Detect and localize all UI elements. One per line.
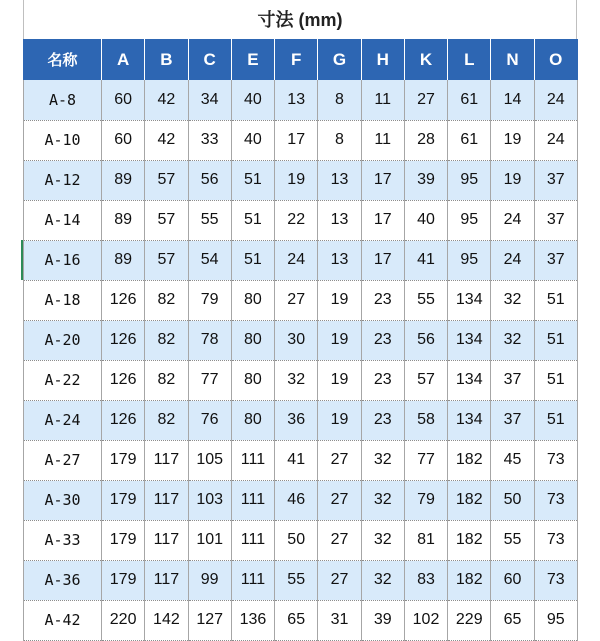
dimension-cell: 51 [231, 200, 274, 240]
model-name-cell: A-14 [24, 200, 102, 240]
dimension-cell: 134 [448, 280, 491, 320]
dimension-cell: 24 [275, 240, 318, 280]
dimension-cell: 80 [231, 400, 274, 440]
dimension-cell: 40 [231, 80, 274, 120]
dimension-cell: 57 [404, 360, 447, 400]
dimension-cell: 56 [404, 320, 447, 360]
dimension-cell: 24 [534, 80, 577, 120]
dimension-cell: 13 [275, 80, 318, 120]
dimension-cell: 82 [145, 360, 188, 400]
dimension-cell: 19 [318, 320, 361, 360]
dimension-cell: 111 [231, 560, 274, 600]
dimension-cell: 81 [404, 520, 447, 560]
dimension-cell: 19 [491, 160, 534, 200]
dimension-cell: 32 [491, 320, 534, 360]
table-row [24, 320, 578, 360]
dimension-cell: 142 [145, 600, 188, 640]
dimension-cell: 57 [145, 160, 188, 200]
dimension-cell: 105 [188, 440, 231, 480]
dimension-cell: 76 [188, 400, 231, 440]
table-row [24, 120, 578, 160]
column-header-e: E [231, 39, 274, 80]
column-header-o: O [534, 39, 577, 80]
dimension-cell: 24 [491, 200, 534, 240]
dimension-cell: 13 [318, 160, 361, 200]
dimension-cell: 79 [188, 280, 231, 320]
dimension-cell: 22 [275, 200, 318, 240]
dimension-cell: 19 [318, 280, 361, 320]
dimension-cell: 78 [188, 320, 231, 360]
model-name-cell: A-10 [24, 120, 102, 160]
dimension-cell: 82 [145, 280, 188, 320]
dimension-cell: 23 [361, 360, 404, 400]
column-header-a: A [102, 39, 145, 80]
dimension-cell: 99 [188, 560, 231, 600]
dimension-cell: 27 [318, 520, 361, 560]
model-name-cell: A-18 [24, 280, 102, 320]
dimension-cell: 27 [275, 280, 318, 320]
dimension-cell: 37 [534, 240, 577, 280]
model-name-cell: A-12 [24, 160, 102, 200]
dimension-cell: 50 [275, 520, 318, 560]
model-name-cell: A-20 [24, 320, 102, 360]
table-row [24, 200, 578, 240]
dimension-cell: 8 [318, 80, 361, 120]
dimension-cell: 77 [188, 360, 231, 400]
dimension-cell: 32 [275, 360, 318, 400]
dimension-cell: 111 [231, 480, 274, 520]
dimension-cell: 45 [491, 440, 534, 480]
dimension-cell: 55 [275, 560, 318, 600]
dimension-cell: 23 [361, 400, 404, 440]
dimension-cell: 37 [534, 160, 577, 200]
dimension-cell: 32 [361, 440, 404, 480]
dimension-cell: 117 [145, 560, 188, 600]
dimension-cell: 27 [318, 480, 361, 520]
dimension-cell: 80 [231, 360, 274, 400]
dimension-cell: 60 [102, 120, 145, 160]
dimension-cell: 73 [534, 520, 577, 560]
dimension-cell: 32 [491, 280, 534, 320]
dimension-cell: 80 [231, 320, 274, 360]
dimension-cell: 134 [448, 360, 491, 400]
table-row [24, 400, 578, 440]
dimension-cell: 127 [188, 600, 231, 640]
table-body [24, 80, 578, 640]
column-header-b: B [145, 39, 188, 80]
dimension-cell: 220 [102, 600, 145, 640]
dimension-cell: 39 [404, 160, 447, 200]
dimension-table [23, 39, 578, 641]
dimension-cell: 89 [102, 160, 145, 200]
dimension-cell: 13 [318, 200, 361, 240]
dimension-cell: 41 [404, 240, 447, 280]
dimension-cell: 134 [448, 320, 491, 360]
header-row [24, 39, 578, 80]
model-name-cell: A-27 [24, 440, 102, 480]
dimension-cell: 136 [231, 600, 274, 640]
dimension-cell: 73 [534, 440, 577, 480]
dimension-cell: 54 [188, 240, 231, 280]
dimension-cell: 34 [188, 80, 231, 120]
dimension-cell: 65 [275, 600, 318, 640]
dimension-cell: 179 [102, 480, 145, 520]
dimension-cell: 51 [534, 280, 577, 320]
dimension-cell: 37 [491, 360, 534, 400]
table-row [24, 240, 578, 280]
dimension-cell: 126 [102, 320, 145, 360]
dimension-cell: 79 [404, 480, 447, 520]
dimension-cell: 57 [145, 200, 188, 240]
column-header-n: N [491, 39, 534, 80]
dimension-cell: 126 [102, 360, 145, 400]
dimension-cell: 19 [318, 360, 361, 400]
dimension-cell: 40 [404, 200, 447, 240]
model-name-cell: A-36 [24, 560, 102, 600]
dimension-cell: 111 [231, 520, 274, 560]
table-row [24, 80, 578, 120]
table-title: 寸法 (mm) [23, 0, 577, 39]
model-name-cell: A-33 [24, 520, 102, 560]
dimension-cell: 32 [361, 480, 404, 520]
dimension-cell: 83 [404, 560, 447, 600]
dimension-cell: 95 [448, 200, 491, 240]
dimension-cell: 51 [534, 320, 577, 360]
dimension-cell: 19 [491, 120, 534, 160]
dimension-cell: 36 [275, 400, 318, 440]
model-name-cell: A-22 [24, 360, 102, 400]
dimension-cell: 8 [318, 120, 361, 160]
dimension-cell: 117 [145, 440, 188, 480]
dimension-cell: 61 [448, 80, 491, 120]
dimension-cell: 179 [102, 520, 145, 560]
column-header-l: L [448, 39, 491, 80]
dimension-cell: 23 [361, 320, 404, 360]
dimension-cell: 37 [491, 400, 534, 440]
dimension-cell: 82 [145, 320, 188, 360]
dimension-cell: 55 [188, 200, 231, 240]
dimension-cell: 179 [102, 560, 145, 600]
dimension-cell: 24 [534, 120, 577, 160]
dimension-cell: 134 [448, 400, 491, 440]
dimension-cell: 51 [534, 400, 577, 440]
dimension-cell: 19 [275, 160, 318, 200]
dimension-cell: 102 [404, 600, 447, 640]
dimension-cell: 60 [491, 560, 534, 600]
dimension-cell: 111 [231, 440, 274, 480]
dimension-cell: 126 [102, 400, 145, 440]
dimension-cell: 82 [145, 400, 188, 440]
model-name-cell: A-42 [24, 600, 102, 640]
dimension-cell: 95 [448, 240, 491, 280]
table-row [24, 560, 578, 600]
dimension-cell: 50 [491, 480, 534, 520]
dimension-cell: 182 [448, 520, 491, 560]
dimension-cell: 61 [448, 120, 491, 160]
dimension-cell: 55 [491, 520, 534, 560]
table-row [24, 440, 578, 480]
dimension-cell: 39 [361, 600, 404, 640]
dimension-cell: 41 [275, 440, 318, 480]
dimension-cell: 17 [361, 160, 404, 200]
table-row [24, 360, 578, 400]
model-name-cell: A-30 [24, 480, 102, 520]
dimension-cell: 24 [491, 240, 534, 280]
dimension-cell: 27 [318, 560, 361, 600]
column-header-f: F [275, 39, 318, 80]
dimension-cell: 13 [318, 240, 361, 280]
table-row [24, 160, 578, 200]
dimension-cell: 117 [145, 520, 188, 560]
dimension-cell: 46 [275, 480, 318, 520]
dimension-cell: 95 [448, 160, 491, 200]
dimension-cell: 17 [361, 200, 404, 240]
dimension-cell: 11 [361, 120, 404, 160]
dimension-cell: 32 [361, 520, 404, 560]
model-name-cell: A-24 [24, 400, 102, 440]
dimension-cell: 65 [491, 600, 534, 640]
dimension-cell: 182 [448, 560, 491, 600]
dimension-cell: 182 [448, 480, 491, 520]
dimension-cell: 33 [188, 120, 231, 160]
dimension-cell: 126 [102, 280, 145, 320]
dimension-cell: 37 [534, 200, 577, 240]
dimension-cell: 31 [318, 600, 361, 640]
column-header-name: 名称 [24, 39, 102, 80]
dimension-cell: 27 [404, 80, 447, 120]
dimension-cell: 17 [275, 120, 318, 160]
dimension-cell: 51 [534, 360, 577, 400]
dimension-cell: 42 [145, 80, 188, 120]
table-row [24, 520, 578, 560]
dimension-cell: 117 [145, 480, 188, 520]
dimension-cell: 11 [361, 80, 404, 120]
dimension-cell: 229 [448, 600, 491, 640]
model-name-cell: A-8 [24, 80, 102, 120]
dimension-cell: 182 [448, 440, 491, 480]
dimension-cell: 77 [404, 440, 447, 480]
dimension-cell: 14 [491, 80, 534, 120]
dimension-cell: 89 [102, 200, 145, 240]
dimension-cell: 32 [361, 560, 404, 600]
dimension-cell: 19 [318, 400, 361, 440]
dimension-cell: 58 [404, 400, 447, 440]
column-header-c: C [188, 39, 231, 80]
column-header-h: H [361, 39, 404, 80]
dimension-cell: 23 [361, 280, 404, 320]
dimension-cell: 101 [188, 520, 231, 560]
table-row [24, 480, 578, 520]
dimension-cell: 17 [361, 240, 404, 280]
dimension-cell: 55 [404, 280, 447, 320]
dimension-cell: 56 [188, 160, 231, 200]
dimension-cell: 103 [188, 480, 231, 520]
column-header-g: G [318, 39, 361, 80]
column-header-k: K [404, 39, 447, 80]
dimension-cell: 30 [275, 320, 318, 360]
model-name-cell: A-16 [24, 240, 102, 280]
table-row [24, 280, 578, 320]
dimension-cell: 40 [231, 120, 274, 160]
dimension-cell: 89 [102, 240, 145, 280]
dimension-cell: 73 [534, 480, 577, 520]
dimension-cell: 80 [231, 280, 274, 320]
dimension-cell: 51 [231, 240, 274, 280]
dimension-cell: 179 [102, 440, 145, 480]
dimension-table-sheet [23, 0, 577, 640]
dimension-cell: 57 [145, 240, 188, 280]
dimension-cell: 51 [231, 160, 274, 200]
dimension-cell: 95 [534, 600, 577, 640]
dimension-cell: 27 [318, 440, 361, 480]
dimension-cell: 28 [404, 120, 447, 160]
dimension-cell: 73 [534, 560, 577, 600]
dimension-cell: 60 [102, 80, 145, 120]
dimension-cell: 42 [145, 120, 188, 160]
table-row [24, 600, 578, 640]
